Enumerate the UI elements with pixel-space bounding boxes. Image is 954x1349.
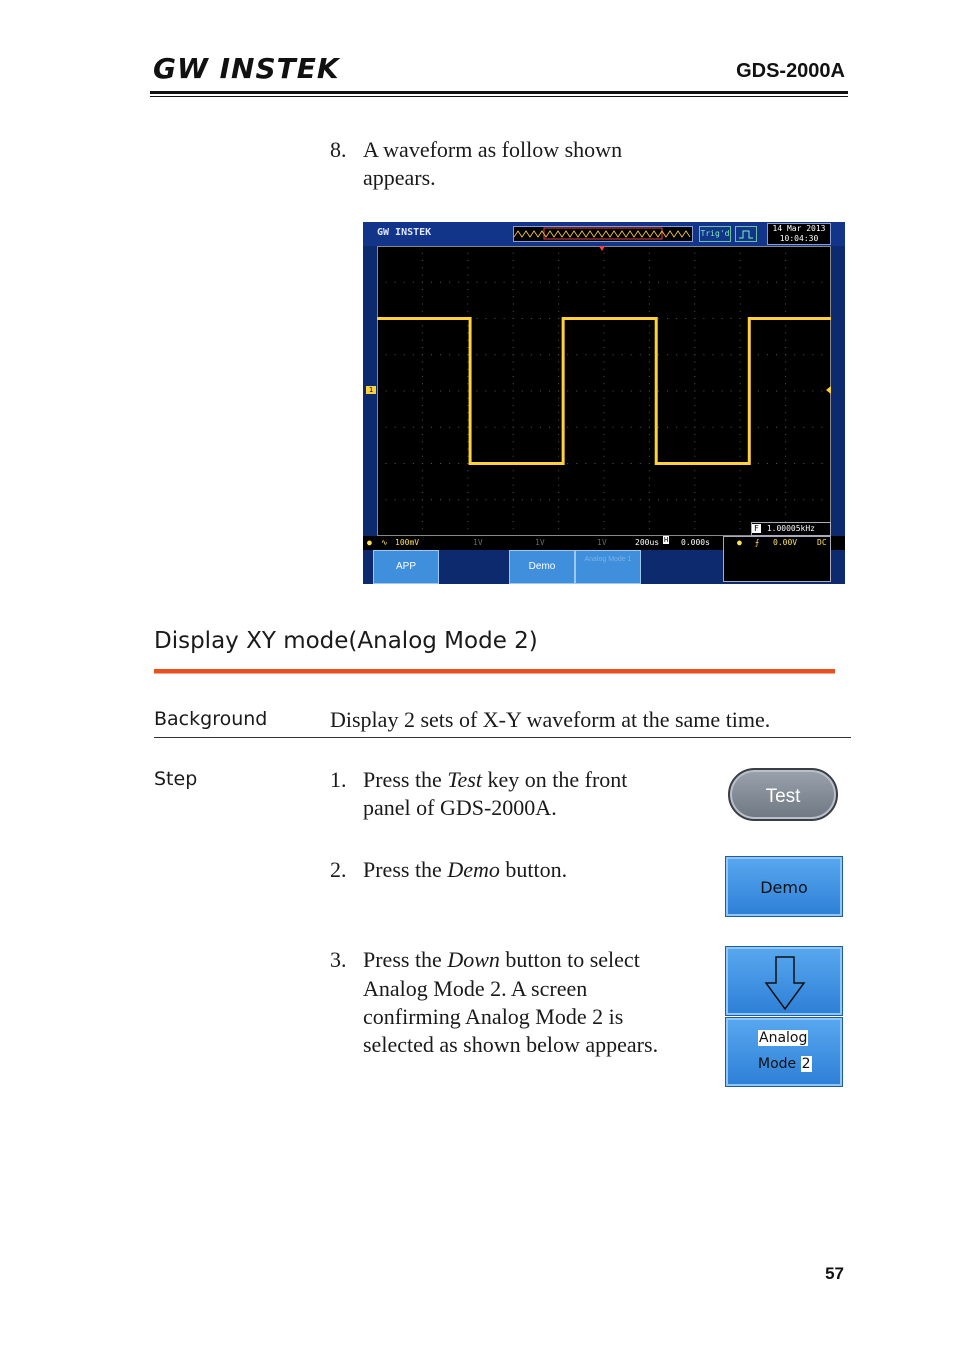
background-label: Background: [154, 708, 268, 730]
header-rule-thin: [150, 96, 848, 97]
h-position: 0.000s: [681, 538, 710, 547]
overview-wave: [514, 227, 692, 241]
analog-label: Analog: [759, 1030, 808, 1046]
step-1-number: 1.: [330, 767, 347, 792]
step-1-line2: panel of GDS-2000A.: [363, 795, 557, 820]
frequency-readout: F 1.00005kHz: [751, 522, 831, 536]
step-2-line1: Press the Demo button.: [363, 857, 568, 882]
coupling: DC: [817, 538, 827, 547]
h-position-icon: H: [664, 536, 669, 544]
ch1-marker: 1: [366, 386, 376, 394]
step-3-line4: selected as shown below appears.: [363, 1032, 659, 1057]
section-title: Display XY mode(Analog Mode 2): [154, 628, 538, 654]
waveform-overview: [513, 226, 693, 242]
time-text: 10:04:30: [779, 234, 819, 243]
step-8-line2: appears.: [363, 165, 436, 190]
analog-mode-2-button-image: [725, 1017, 843, 1087]
ch3-scale: 1V: [535, 538, 545, 547]
analog-mode-softkey-disabled: Analog Mode 1: [575, 550, 641, 584]
step-3-number: 3.: [330, 947, 347, 972]
ch1-icon: ●: [367, 538, 372, 547]
step-8-number: 8.: [330, 137, 347, 162]
down-button-image: [725, 946, 843, 1016]
ch4-scale: 1V: [597, 538, 607, 547]
demo-button-image: Demo: [725, 856, 843, 917]
waveform-display: [377, 246, 831, 536]
step-3-line3: confirming Analog Mode 2 is: [363, 1004, 624, 1029]
demo-key-ref: Demo: [447, 857, 500, 882]
pulse-icon: [735, 226, 757, 242]
mode-number: 2: [801, 1056, 811, 1072]
trigger-status: Trig'd: [699, 226, 731, 242]
trigger-source-icon: ●: [737, 538, 742, 547]
gw-instek-logo: GW INSTEK: [153, 52, 340, 85]
trigger-level: 0.00V: [773, 538, 798, 547]
step-label: Step: [154, 768, 198, 790]
timebase: 200us: [635, 538, 660, 547]
model-name: GDS-2000A: [736, 60, 845, 82]
down-arrow-icon: [726, 947, 844, 1017]
step-8-line1: A waveform as follow shown: [363, 137, 623, 162]
step-3-line2: Analog Mode 2. A screen: [363, 976, 588, 1001]
ac-icon: ∿: [381, 538, 388, 547]
step-1-line1: Press the Test key on the front: [363, 767, 628, 792]
scope-brand: GW INSTEK: [377, 227, 432, 238]
down-key-ref: Down: [447, 947, 500, 972]
test-key-ref: Test: [447, 767, 482, 792]
trigger-edge-icon: ⨍: [755, 538, 760, 547]
trigger-level-marker: [826, 386, 831, 394]
page-number: 57: [825, 1264, 844, 1283]
header-rule: [150, 91, 848, 94]
app-softkey[interactable]: APP: [373, 550, 439, 584]
ch1-scale: 100mV: [395, 538, 420, 547]
step-3-line1: Press the Down button to select: [363, 947, 640, 972]
date-text: 14 Mar 2013: [772, 224, 826, 233]
date-time: [767, 223, 831, 245]
step-2-number: 2.: [330, 857, 347, 882]
demo-softkey[interactable]: Demo: [509, 550, 575, 584]
oscilloscope-screen: [363, 222, 845, 584]
background-text: Display 2 sets of X-Y waveform at the same time.: [330, 707, 771, 732]
mode-label: Mode: [758, 1056, 801, 1072]
background-rule: [154, 737, 851, 738]
test-button-image: Test: [728, 768, 838, 821]
ch2-scale: 1V: [473, 538, 483, 547]
section-rule-light: [154, 673, 835, 674]
